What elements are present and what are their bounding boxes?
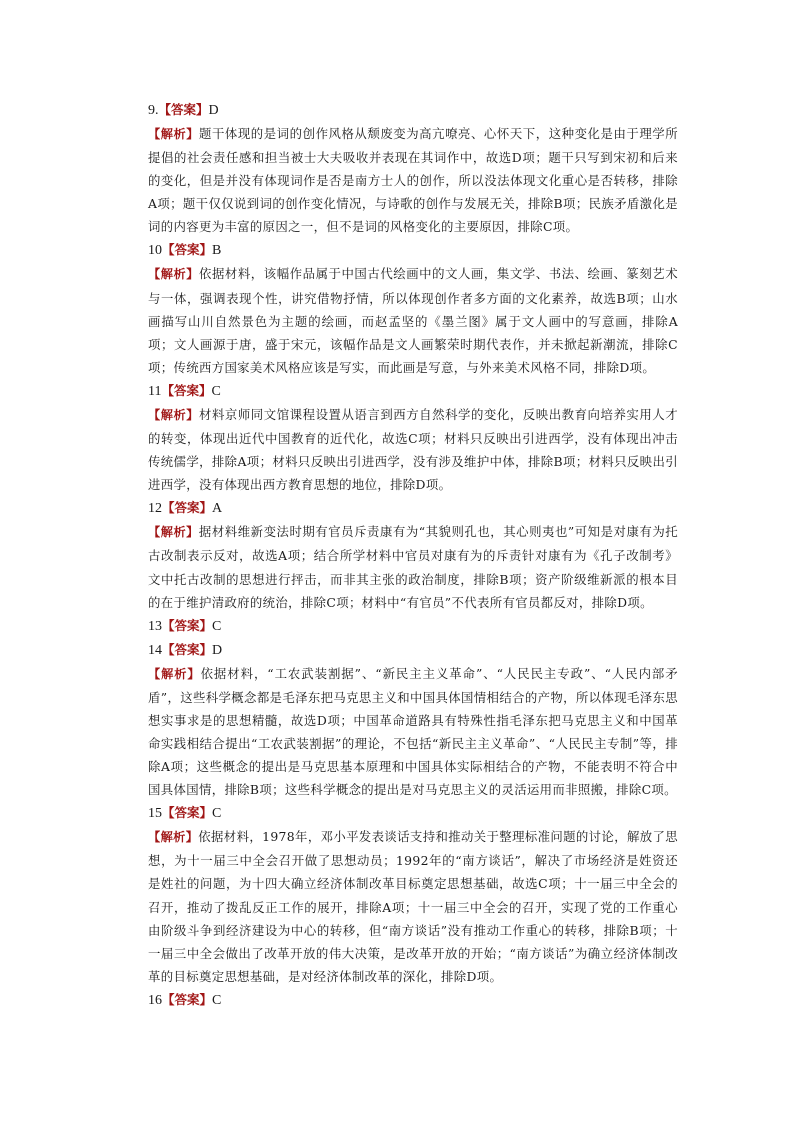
question-number: 16 — [148, 992, 162, 1008]
answer-tag: 【答案】 — [162, 242, 213, 258]
analysis-paragraph — [148, 403, 678, 496]
answer-tag: 【答案】 — [162, 805, 213, 821]
answer-line — [148, 614, 678, 638]
question-number: 10 — [148, 243, 162, 259]
question-number: 9. — [148, 103, 159, 118]
analysis-paragraph — [148, 520, 678, 613]
question-item — [148, 98, 678, 238]
answer-value: B — [212, 243, 222, 259]
question-number: 14 — [148, 642, 162, 658]
question-number: 13 — [148, 618, 162, 634]
analysis-text: 题干体现的是词的创作风格从颓废变为高亢嘹亮、心怀天下，这种变化是由于理学所提倡的社会责任感和担当被士大夫吸收并表现在其词作中，故选D项；题干只写到宋初和后来的变化，但是并没有体现词作是否是南方士人的创作，所以没法体现文化重心是否转移，排除A项；题干仅仅说到词的创作变化情况，与诗歌的创作与发展无关，排除B项；民族矛盾激化是词的内容更为丰富的原因之一，但不是词的风格变化的主要原因，排除C项。 — [148, 126, 678, 235]
answer-line — [148, 801, 678, 825]
answer-line — [148, 638, 678, 662]
question-item — [148, 238, 678, 378]
answer-value: D — [208, 103, 219, 118]
answer-line — [148, 238, 678, 262]
analysis-tag: 【解析】 — [148, 267, 199, 282]
answer-value: A — [212, 501, 223, 517]
answer-key — [148, 98, 678, 1012]
analysis-text: 依据材料，1978年，邓小平发表谈话支持和推动关于整理标准问题的讨论，解放了思想，为十一届三中全会召开做了思想动员；1992年的“南方谈话”，解决了市场经济是姓资还是姓社的问题，为十四大确立经济体制改革目标奠定思想基础，故选C项；十一届三中全会的召开，推动了拨乱反正工作的展开，排除A项；十一届三中全会的召开，实现了党的工作重心由阶级斗争到经济建设为中心的转移，但“南方谈话”没有推动工作重心的转移，排除B项；十一届三中全会做出了改革开放的伟大决策，是改革开放的开始；“南方谈话”为确立经济体制改革的目标奠定思想基础，是对经济体制改革的深化，排除D项。 — [148, 829, 679, 984]
answer-value: D — [212, 642, 223, 658]
analysis-paragraph — [148, 122, 678, 238]
answer-tag: 【答案】 — [158, 102, 209, 117]
question-number: 15 — [148, 806, 162, 822]
answer-value: C — [212, 618, 222, 634]
question-item — [148, 496, 678, 613]
answer-line — [148, 988, 678, 1012]
answer-tag: 【答案】 — [162, 641, 213, 657]
analysis-text: 材料京师同文馆课程设置从语言到西方自然科学的变化，反映出教育向培养实用人才的转变，体现出近代中国教育的近代化，故选C项；材料只反映出引进西学，没有体现出冲击传统儒学，排除A项；材料只反映出引进西学，没有涉及维护中体，排除B项；材料只反映出引进西学，没有体现出西方教育思想的地位，排除D项。 — [148, 406, 678, 493]
question-number: 12 — [148, 501, 162, 517]
analysis-paragraph — [148, 662, 678, 802]
answer-value: C — [211, 383, 221, 399]
analysis-tag: 【解析】 — [148, 830, 199, 845]
answer-tag: 【答案】 — [161, 382, 212, 398]
question-item — [148, 638, 678, 802]
question-item — [148, 614, 678, 638]
answer-tag: 【答案】 — [162, 500, 213, 516]
answer-line — [148, 379, 678, 403]
analysis-tag: 【解析】 — [148, 525, 199, 540]
answer-value: C — [212, 806, 222, 822]
answer-tag: 【答案】 — [162, 617, 213, 633]
analysis-tag: 【解析】 — [148, 407, 199, 422]
answer-tag: 【答案】 — [162, 991, 213, 1007]
answer-line — [148, 496, 678, 520]
analysis-text: 依据材料，该幅作品属于中国古代绘画中的文人画，集文学、书法、绘画、篆刻艺术与一体，强调表现个性，讲究借物抒情，所以体现创作者多方面的文化素养，故选B项；山水画描写山川自然景色为主题的绘画，而赵孟坚的《墨兰图》属于文人画中的写意画，排除A项；文人画源于唐，盛于宋元，该幅作品是文人画繁荣时期代表作，并未掀起新潮流，排除C项；传统西方国家美术风格应该是写实，而此画是写意，与外来美术风格不同，排除D项。 — [148, 266, 678, 375]
analysis-paragraph — [148, 262, 678, 378]
answer-value: C — [212, 992, 222, 1008]
question-number: 11 — [148, 383, 162, 399]
analysis-text: 依据材料，“工农武装割据”、“新民主主义革命”、“人民民主专政”、“人民内部矛盾”，这些科学概念都是毛泽东把马克思主义和中国具体国情相结合的产物，所以体现毛泽东思想实事求是的思想精髓，故选D项；中国革命道路具有特殊性指毛泽东把马克思主义和中国革命实践相结合提出“工农武装割据”的理论，不包括“新民主主义革命”、“人民民主专制”等，排除A项；这些概念的提出是马克思基本原理和中国具体实际相结合的产物，不能表明不符合中国具体国情，排除B项；这些科学概念的提出是对马克思主义的灵活运用而非照搬，排除C项。 — [148, 665, 678, 798]
analysis-tag: 【解析】 — [148, 666, 201, 681]
analysis-paragraph — [148, 825, 678, 988]
question-item — [148, 801, 678, 988]
analysis-tag: 【解析】 — [148, 127, 199, 141]
question-item — [148, 988, 678, 1012]
question-item — [148, 379, 678, 496]
analysis-text: 据材料维新变法时期有官员斥责康有为“其貌则孔也，其心则夷也”可知是对康有为托古改制表示反对，故选A项；结合所学材料中官员对康有为的斥责针对康有为《孔子改制考》文中托古改制的思想进行抨击，而非其主张的政治制度，排除B项；资产阶级维新派的根本目的在于维护清政府的统治，排除C项；材料中“有官员”不代表所有官员都反对，排除D项。 — [148, 524, 679, 610]
answer-line — [148, 98, 678, 122]
